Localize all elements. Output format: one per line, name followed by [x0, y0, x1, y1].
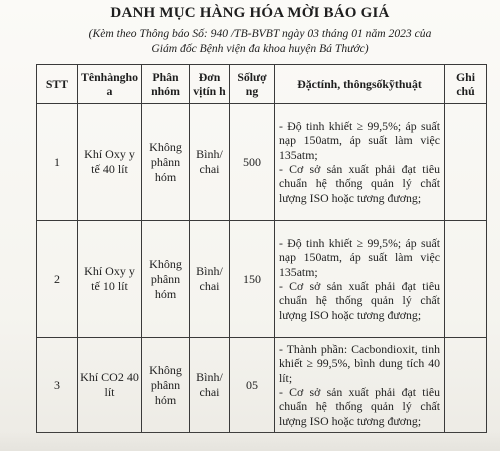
table-row [37, 338, 487, 433]
header-qty: Sốlượ ng [230, 65, 275, 104]
cell-group: Không phânn hóm [142, 338, 190, 433]
cell-spec [275, 104, 445, 221]
cell-unit: Bình/ chai [190, 104, 230, 221]
goods-table [36, 64, 487, 433]
document-subtitle [40, 26, 480, 56]
cell-note [445, 104, 487, 221]
cell-unit: Bình/ chai [190, 221, 230, 338]
subtitle-line-1: (Kèm theo Thông báo Số: 940 /TB-BVBT ngày 03 tháng 01 năm 2023 của [88, 27, 432, 40]
cell-group: Không phânn hóm [142, 104, 190, 221]
cell-name: Khí CO2 40 lít [78, 338, 142, 433]
cell-stt: 2 [37, 221, 78, 338]
cell-name: Khí Oxy y tế 10 lít [78, 221, 142, 338]
cell-spec [275, 221, 445, 338]
cell-qty: 500 [230, 104, 275, 221]
cell-note [445, 221, 487, 338]
header-note: Ghi chú [445, 65, 487, 104]
cell-name: Khí Oxy y tế 40 lít [78, 104, 142, 221]
cell-stt: 3 [37, 338, 78, 433]
cell-qty: 150 [230, 221, 275, 338]
header-spec: Đặctính, thôngsốkỹthuật [275, 65, 445, 104]
spec-line: - Cơ sở sản xuất phải đạt tiêu chuẩn hệ thống quản lý chất lượng ISO hoặc tương đương; [279, 385, 440, 428]
document-title: DANH MỤC HÀNG HÓA MỜI BÁO GIÁ [110, 5, 390, 21]
cell-unit: Bình/ chai [190, 338, 230, 433]
header-name: Tênhàngho a [78, 65, 142, 104]
page-bottom-shadow [0, 432, 500, 451]
cell-stt: 1 [37, 104, 78, 221]
spec-line: - Cơ sở sản xuất phải đạt tiêu chuẩn hệ thống quản lý chất lượng ISO hoặc tương đương; [279, 279, 440, 322]
header-stt: STT [37, 65, 78, 104]
cell-note [445, 338, 487, 433]
spec-line: - Cơ sở sản xuất phải đạt tiêu chuẩn hệ thống quản lý chất lượng ISO hoặc tương đương; [279, 162, 440, 205]
spec-line: - Thành phần: Cacbondioxit, tinh khiết ≥ 99,5%, bình dung tích 40 lít; [279, 341, 440, 385]
subtitle-line-2: Giám đốc Bệnh viện đa khoa huyện Bá Thước) [151, 42, 369, 55]
header-unit: Đơn vịtín h [190, 65, 230, 104]
cell-spec [275, 338, 445, 433]
spec-line: - Độ tinh khiết ≥ 99,5%; áp suất nạp 150atm, áp suất làm việc 135atm; [279, 118, 440, 162]
table-row [37, 104, 487, 221]
spec-line: - Độ tinh khiết ≥ 99,5%; áp suất nạp 150atm, áp suất làm việc 135atm; [279, 235, 440, 279]
table-row [37, 221, 487, 338]
cell-group: Không phânn hóm [142, 221, 190, 338]
cell-qty: 05 [230, 338, 275, 433]
table-header-row [37, 65, 487, 104]
header-group: Phân nhóm [142, 65, 190, 104]
